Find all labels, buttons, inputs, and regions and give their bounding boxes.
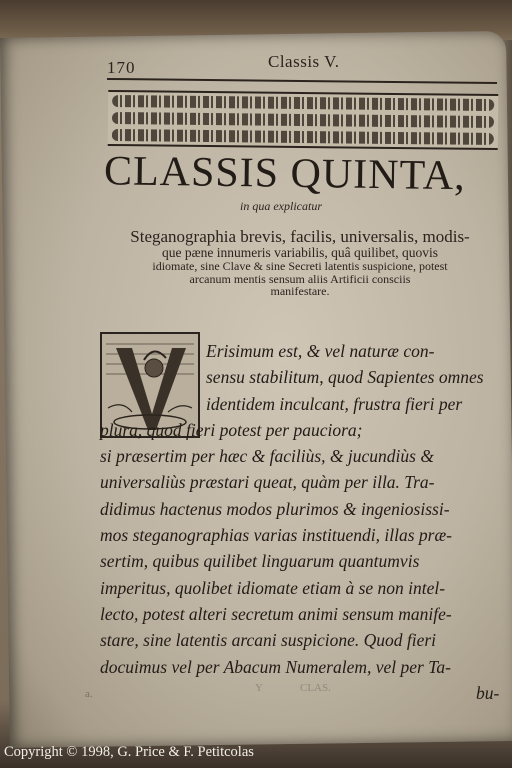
description-line: arcanum mentis sensum aliis Artificii consciis	[189, 271, 411, 286]
bleed-through-mark: a.	[85, 688, 93, 700]
description-line: Steganographia brevis, facilis, universalis, modis-	[130, 227, 470, 246]
ornament-row	[112, 129, 494, 145]
description-line: que pæne innumeris variabilis, quâ quilibet, quovis	[162, 244, 438, 260]
body-line: plura, quod fieri potest per pauciora;	[100, 419, 363, 440]
body-line: sertim, quibus quilibet linguarum quantumvis	[100, 551, 420, 572]
body-line: imperitus, quolibet idiomate etiam à se non intel-	[100, 577, 446, 598]
ornamental-band	[108, 90, 499, 150]
bleed-through-mark: Y	[255, 682, 263, 694]
body-line: si præsertim per hæc & faciliùs, & jucundiùs &	[100, 446, 434, 467]
body-line: bu-	[476, 682, 500, 703]
page-number: 170	[107, 58, 136, 77]
body-line: stare, sine latentis arcani suspicione. Quod fieri	[100, 630, 437, 651]
description-line: manifestare.	[270, 284, 330, 299]
chapter-subtitle: in qua explicatur	[240, 199, 322, 213]
body-paragraph	[100, 338, 500, 706]
body-line: sensu stabilitum, quod Sapientes omnes	[206, 367, 484, 388]
body-line: identidem inculcant, frustra fieri per	[206, 393, 463, 414]
chapter-description	[102, 228, 498, 298]
body-line: docuimus vel per Abacum Numeralem, vel per Ta-	[100, 656, 451, 677]
body-line: didimus hactenus modos plurimos & ingeniosissi-	[100, 498, 450, 519]
chapter-title: CLASSIS QUINTA,	[103, 148, 466, 200]
bleed-through-mark: CLAS.	[300, 682, 331, 694]
body-line: lecto, potest alteri secretum animi sensum manife-	[100, 603, 452, 624]
body-line: universaliùs præstari queat, quàm per illa. Tra-	[100, 472, 435, 493]
ornament-row	[112, 95, 494, 111]
running-head: Classis V.	[268, 52, 340, 71]
copyright-caption: Copyright © 1998, G. Price & F. Petitcolas	[4, 744, 254, 760]
body-line: Erisimum est, & vel naturæ con-	[206, 341, 435, 361]
description-line: idiomate, sine Clave & sine Secreti latentis suspicione, potest	[152, 259, 448, 274]
body-line: mos steganographias varias instituendi, illas præ-	[100, 525, 452, 546]
ornament-row	[112, 112, 494, 128]
